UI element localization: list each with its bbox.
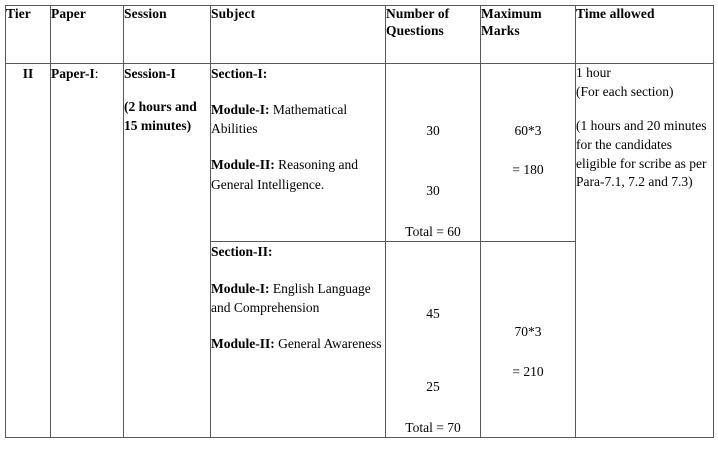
column-header-paper: Paper xyxy=(51,6,124,64)
marks-result: = 210 xyxy=(512,363,544,379)
exam-pattern-table xyxy=(5,5,714,438)
questions-total: Total = 70 xyxy=(405,419,461,435)
section-1-title: Section-I: xyxy=(211,66,268,81)
column-header-subject: Subject xyxy=(211,6,386,64)
questions-total: Total = 60 xyxy=(405,224,461,240)
module-head: Module-I: xyxy=(211,102,270,118)
cell-maximum-marks-section-1 xyxy=(481,64,576,242)
table-header xyxy=(6,6,714,64)
paper-colon: : xyxy=(94,66,99,81)
column-header-time-allowed: Time allowed xyxy=(576,6,714,64)
marks-expression: 70*3 xyxy=(514,324,542,340)
column-header-maximum-marks: Maximum Marks xyxy=(481,6,576,64)
cell-tier xyxy=(6,64,51,438)
section-2-module-1 xyxy=(211,279,385,317)
session-name: Session-I xyxy=(124,66,176,81)
session-duration: (2 hours and 15 minutes) xyxy=(124,99,197,134)
questions-module-2: 25 xyxy=(426,378,440,394)
time-allowed-scribe-note: (1 hours and 20 minutes for the candidates eligible for scribe as per Para-7.1, 7.2 and 7.3) xyxy=(576,118,707,190)
cell-time-allowed xyxy=(576,64,714,438)
marks-expression: 60*3 xyxy=(514,123,542,138)
questions-module-1: 45 xyxy=(426,306,440,322)
module-head: Module-II: xyxy=(211,157,275,173)
cell-subject-section-1 xyxy=(211,64,386,242)
table-header-row xyxy=(6,6,714,64)
column-header-number-of-questions: Number of Questions xyxy=(386,6,481,64)
cell-number-of-questions-section-1 xyxy=(386,64,481,242)
cell-subject-section-2 xyxy=(211,242,386,437)
questions-module-2: 30 xyxy=(426,183,440,199)
module-text: Reasoning and General Intelligence. xyxy=(211,157,358,192)
cell-session xyxy=(124,64,211,438)
section-1-label xyxy=(211,64,385,83)
cell-number-of-questions-section-2 xyxy=(386,242,481,437)
module-head: Module-I: xyxy=(211,280,270,296)
module-head: Module-II: xyxy=(211,335,275,351)
section-1-module-2 xyxy=(211,155,385,193)
tier-value: II xyxy=(22,66,34,81)
module-text: Mathematical Abilities xyxy=(211,102,348,137)
paper-value: Paper-I xyxy=(51,66,95,81)
time-allowed-primary xyxy=(576,64,713,101)
table-row-section-1 xyxy=(6,64,714,242)
section-1-module-1 xyxy=(211,100,385,138)
cell-paper xyxy=(51,64,124,438)
time-allowed-line-2: (For each section) xyxy=(576,83,674,99)
section-2-label xyxy=(211,242,385,261)
section-2-module-2 xyxy=(211,334,385,353)
module-text: English Language and Comprehension xyxy=(211,280,371,315)
module-text: General Awareness xyxy=(274,335,382,351)
table-body xyxy=(6,64,714,438)
column-header-tier: Tier xyxy=(6,6,51,64)
time-allowed-line-1: 1 hour xyxy=(576,65,611,80)
cell-maximum-marks-section-2 xyxy=(481,242,576,437)
marks-result: = 180 xyxy=(512,162,544,178)
column-header-session: Session xyxy=(124,6,211,64)
section-2-title: Section-II: xyxy=(211,244,273,260)
questions-module-1: 30 xyxy=(426,123,440,138)
